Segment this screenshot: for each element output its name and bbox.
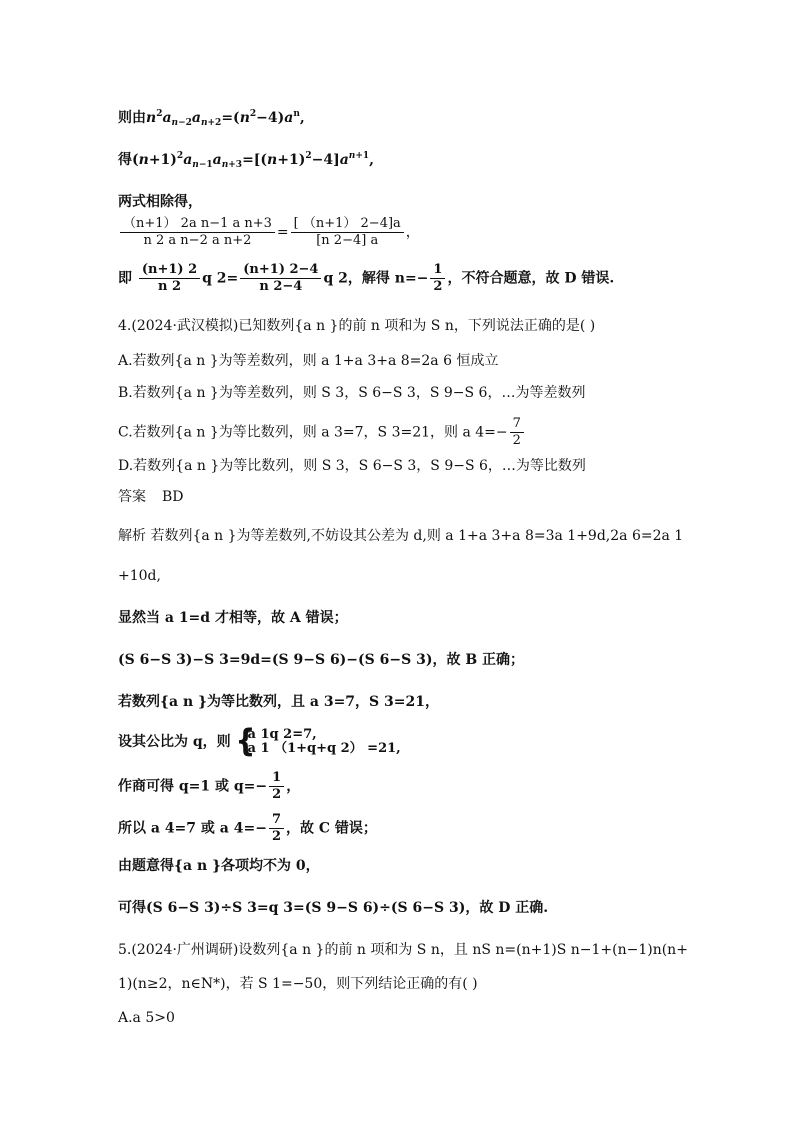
derivation-line-1: 则由$n^2a_{n-2}a_{n+2}=(n^2-4)a^n$,	[118, 109, 305, 128]
fraction	[269, 770, 284, 803]
text-fragment: ，	[286, 778, 301, 795]
derivation-line-3: 两式相除得，	[118, 194, 202, 210]
derivation-line-2: 得$(n+1)^2a_{n-1}a_{n+3}=[(n+1)^2-4]a^{n+1}$,	[118, 151, 375, 170]
fraction-numerator: (n+1) 2	[139, 262, 200, 279]
question-4-option-b: B.若数列{a n }为等差数列，则 S 3，S 6−S 3，S 9−S 6，…为等差数列	[118, 385, 586, 401]
answer-label: 答案	[118, 489, 146, 505]
solution-line-8	[118, 812, 377, 845]
question-5-stem-1: 5.(2024·广州调研)设数列{a n }的前 n 项和为 S n，且 nS n=(n+1)S n−1+(n−1)n(n+	[118, 942, 688, 958]
text-label: 得(	[118, 152, 139, 168]
question-4-option-c	[118, 416, 526, 449]
text-fragment: q 2，	[323, 270, 362, 287]
text-fragment: q 2=	[202, 270, 239, 287]
fraction-denominator: [n 2−4] a	[316, 233, 379, 248]
fraction-denominator: 2	[512, 433, 521, 448]
text-fragment: ,	[369, 152, 375, 168]
question-4-option-a: A.若数列{a n }为等差数列，则 a 1+a 3+a 8=2a 6 恒成立	[118, 353, 499, 369]
text-fragment: −4)	[256, 110, 285, 126]
fraction	[510, 416, 524, 449]
fraction-left	[120, 216, 275, 249]
fraction-numerator: 7	[510, 416, 524, 433]
fraction-numerator: 7	[269, 812, 284, 829]
fraction-numerator: [ （n+1） 2−4]a	[291, 216, 404, 233]
question-4-stem: 4.(2024·武汉模拟)已知数列{a n }的前 n 项和为 S n，下列说法正确的是( )	[118, 318, 596, 334]
text-label: 则由	[118, 110, 146, 126]
solution-line-1: 解析 若数列{a n }为等差数列,不妨设其公差为 d,则 a 1+a 3+a 8=3a 1+9d,2a 6=2a 1	[118, 528, 684, 544]
text-fragment: =(	[221, 110, 240, 126]
text-fragment: −4]	[311, 152, 340, 168]
fraction-denominator: n 2	[157, 279, 182, 294]
solution-line-6	[118, 722, 401, 759]
fraction-numerator: (n+1) 2−4	[240, 262, 321, 279]
fraction-numerator: （n+1） 2a n−1 a n+3	[120, 216, 275, 233]
fraction-right	[291, 216, 404, 249]
text-fragment: ，故 C 错误；	[285, 820, 377, 837]
text-fragment: ，不符合题意，故 D 错误.	[447, 270, 615, 287]
equation-system	[235, 722, 401, 759]
fraction	[269, 812, 284, 845]
fraction-denominator: n 2 a n−2 a n+2	[143, 233, 252, 248]
fraction-equation	[118, 216, 420, 249]
derivation-line-5	[118, 262, 614, 295]
text-fragment: +1)	[277, 152, 306, 168]
fraction-denominator: 2	[271, 829, 281, 844]
system-row: a 1q 2=7,	[247, 727, 317, 742]
fraction-denominator: 2	[272, 787, 282, 802]
text-fragment: 解得 n=−	[361, 270, 429, 287]
solution-line-3: 显然当 a 1=d 才相等，故 A 错误；	[118, 610, 348, 626]
text-fragment: 设其公比为 q，则	[118, 734, 231, 750]
text-fragment: 作商可得 q=1 或 q=−	[118, 778, 268, 795]
question-4-option-d: D.若数列{a n }为等比数列，则 S 3，S 6−S 3，S 9−S 6，…为等比数列	[118, 458, 586, 474]
answer-line	[118, 487, 184, 507]
brace-icon: {	[235, 722, 256, 759]
solution-line-4: (S 6−S 3)−S 3=9d=(S 9−S 6)−(S 6−S 3)，故 B 正确；	[118, 652, 525, 668]
fraction-denominator: 2	[433, 279, 443, 294]
text-fragment: +1)	[148, 152, 177, 168]
system-row: a 1 （1+q+q 2） =21,	[247, 741, 401, 756]
equals-sign: =	[276, 224, 289, 241]
solution-line-7	[118, 770, 300, 803]
text-fragment: 所以 a 4=7 或 a 4=−	[118, 820, 267, 837]
answer-value: BD	[162, 489, 184, 505]
solution-line-5: 若数列{a n }为等比数列，且 a 3=7，S 3=21，	[118, 694, 439, 710]
text-fragment: C.若数列{a n }为等比数列，则 a 3=7，S 3=21，则 a 4=−	[118, 424, 508, 441]
text-fragment: =[(	[242, 152, 268, 168]
solution-line-9: 由题意得{a n }各项均不为 0，	[118, 858, 320, 874]
fraction	[240, 262, 321, 295]
solution-line-10: 可得(S 6−S 3)÷S 3=q 3=(S 9−S 6)÷(S 6−S 3)，故 D 正确.	[118, 900, 549, 916]
question-5-option-a: A.a 5>0	[118, 1010, 175, 1026]
question-5-stem-2: 1)(n≥2，n∈N*)，若 S 1=−50，则下列结论正确的有( )	[118, 976, 478, 992]
solution-line-2: +10d,	[118, 568, 161, 584]
text-fragment: ，	[405, 224, 420, 241]
fraction-numerator: 1	[269, 770, 284, 787]
fraction	[139, 262, 200, 295]
fraction-denominator: n 2−4	[259, 279, 303, 294]
fraction	[430, 262, 445, 295]
fraction-numerator: 1	[430, 262, 445, 279]
text-label: 即	[118, 270, 132, 287]
